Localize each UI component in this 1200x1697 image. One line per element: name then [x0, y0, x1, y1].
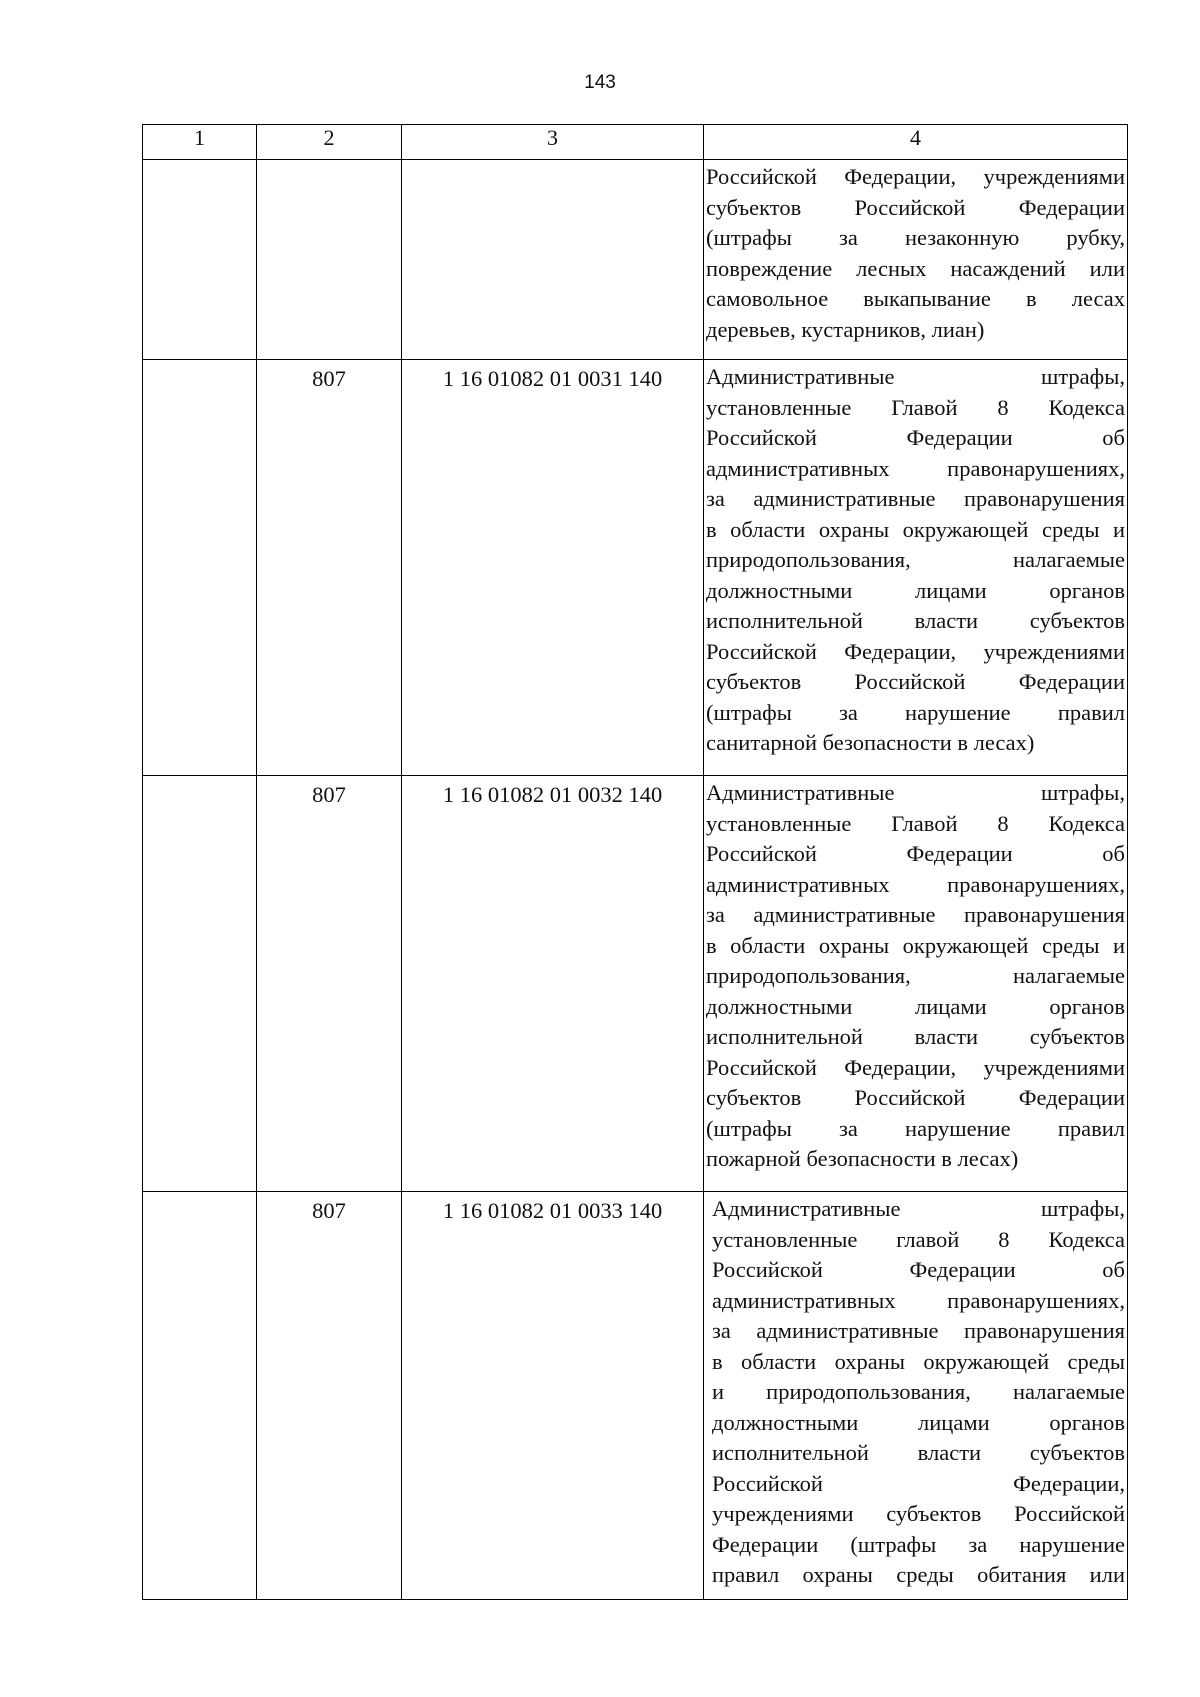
cell-budget-code: 1 16 01082 01 0032 140: [402, 776, 704, 1192]
table-row: [143, 776, 1128, 1192]
header-row: [143, 125, 1128, 160]
description-line: Административные штрафы,: [706, 780, 1125, 805]
cell-budget-code: [402, 160, 704, 360]
description-line: за административные правонарушения: [712, 1318, 1125, 1343]
description-line: Российской Федерации,: [712, 1470, 1125, 1496]
description-line: Административные штрафы,: [712, 1196, 1125, 1221]
header-col-4: 4: [704, 125, 1128, 160]
description-line: учреждениями субъектов Российской: [712, 1501, 1125, 1526]
page-number: 143: [584, 72, 616, 93]
description-line: Федерации (штрафы за нарушение: [712, 1531, 1125, 1557]
description-line: Российской Федерации об: [712, 1257, 1125, 1282]
table-row: [143, 160, 1128, 360]
description-line: субъектов Российской Федерации: [706, 669, 1125, 694]
description-line: природопользования, налагаемые: [706, 963, 1125, 988]
cell-col-1: [143, 776, 257, 1192]
description-line: (штрафы за нарушение правил: [706, 1115, 1125, 1141]
description-line: (штрафы за незаконную рубку,: [706, 225, 1125, 250]
description-line: Российской Федерации, учреждениями: [706, 164, 1125, 189]
cell-budget-code: 1 16 01082 01 0031 140: [402, 360, 704, 776]
description-line: пожарной безопасности в лесах): [706, 1146, 1019, 1171]
description-line: деревьев, кустарников, лиан): [706, 316, 985, 342]
description-line: в области охраны окружающей среды: [712, 1348, 1125, 1374]
description-line: (штрафы за нарушение правил: [706, 699, 1125, 725]
description-line: должностными лицами органов: [706, 993, 1125, 1019]
description-line: административных правонарушениях,: [706, 871, 1125, 897]
description-line: административных правонарушениях,: [706, 455, 1125, 481]
description-line: административных правонарушениях,: [712, 1287, 1125, 1313]
description-line: повреждение лесных насаждений или: [706, 255, 1125, 281]
description-line: должностными лицами органов: [712, 1409, 1125, 1435]
description-line: субъектов Российской Федерации: [706, 1085, 1125, 1110]
description-line: природопользования, налагаемые: [706, 547, 1125, 572]
cell-description: [704, 1192, 1128, 1600]
table-row: [143, 360, 1128, 776]
cell-col-1: [143, 360, 257, 776]
table-body: [143, 160, 1128, 1600]
cell-admin-code: [257, 160, 402, 360]
description-line: и природопользования, налагаемые: [712, 1379, 1125, 1404]
document-table: [142, 124, 1128, 1600]
cell-col-1: [143, 1192, 257, 1600]
cell-budget-code: 1 16 01082 01 0033 140: [402, 1192, 704, 1600]
cell-admin-code: 807: [257, 776, 402, 1192]
header-col-2: 2: [257, 125, 402, 160]
cell-admin-code: 807: [257, 360, 402, 776]
header-col-1: 1: [143, 125, 257, 160]
description-line: Российской Федерации об: [706, 425, 1125, 450]
cell-description: [704, 160, 1128, 360]
description-line: в области охраны окружающей среды и: [706, 516, 1125, 542]
table-row: [143, 1192, 1128, 1600]
description-line: исполнительной власти субъектов: [706, 608, 1125, 633]
description-line: Российской Федерации, учреждениями: [706, 1054, 1125, 1080]
description-line: санитарной безопасности в лесах): [706, 730, 1035, 755]
description-line: Административные штрафы,: [706, 364, 1125, 389]
header-col-3: 3: [402, 125, 704, 160]
description-line: Российской Федерации, учреждениями: [706, 638, 1125, 664]
description-line: Российской Федерации об: [706, 841, 1125, 866]
description-line: за административные правонарушения: [706, 902, 1125, 927]
description-line: должностными лицами органов: [706, 577, 1125, 603]
description-line: исполнительной власти субъектов: [712, 1440, 1125, 1465]
description-line: субъектов Российской Федерации: [706, 194, 1125, 220]
description-line: установленные Главой 8 Кодекса: [706, 810, 1125, 836]
description-line: установленные Главой 8 Кодекса: [706, 394, 1125, 420]
description-line: исполнительной власти субъектов: [706, 1024, 1125, 1049]
description-line: самовольное выкапывание в лесах: [706, 286, 1125, 311]
description-line: правил охраны среды обитания или: [712, 1562, 1125, 1587]
cell-col-1: [143, 160, 257, 360]
description-line: установленные главой 8 Кодекса: [712, 1226, 1125, 1252]
cell-description: [704, 776, 1128, 1192]
cell-description: [704, 360, 1128, 776]
description-line: за административные правонарушения: [706, 486, 1125, 511]
cell-admin-code: 807: [257, 1192, 402, 1600]
description-line: в области охраны окружающей среды и: [706, 932, 1125, 958]
